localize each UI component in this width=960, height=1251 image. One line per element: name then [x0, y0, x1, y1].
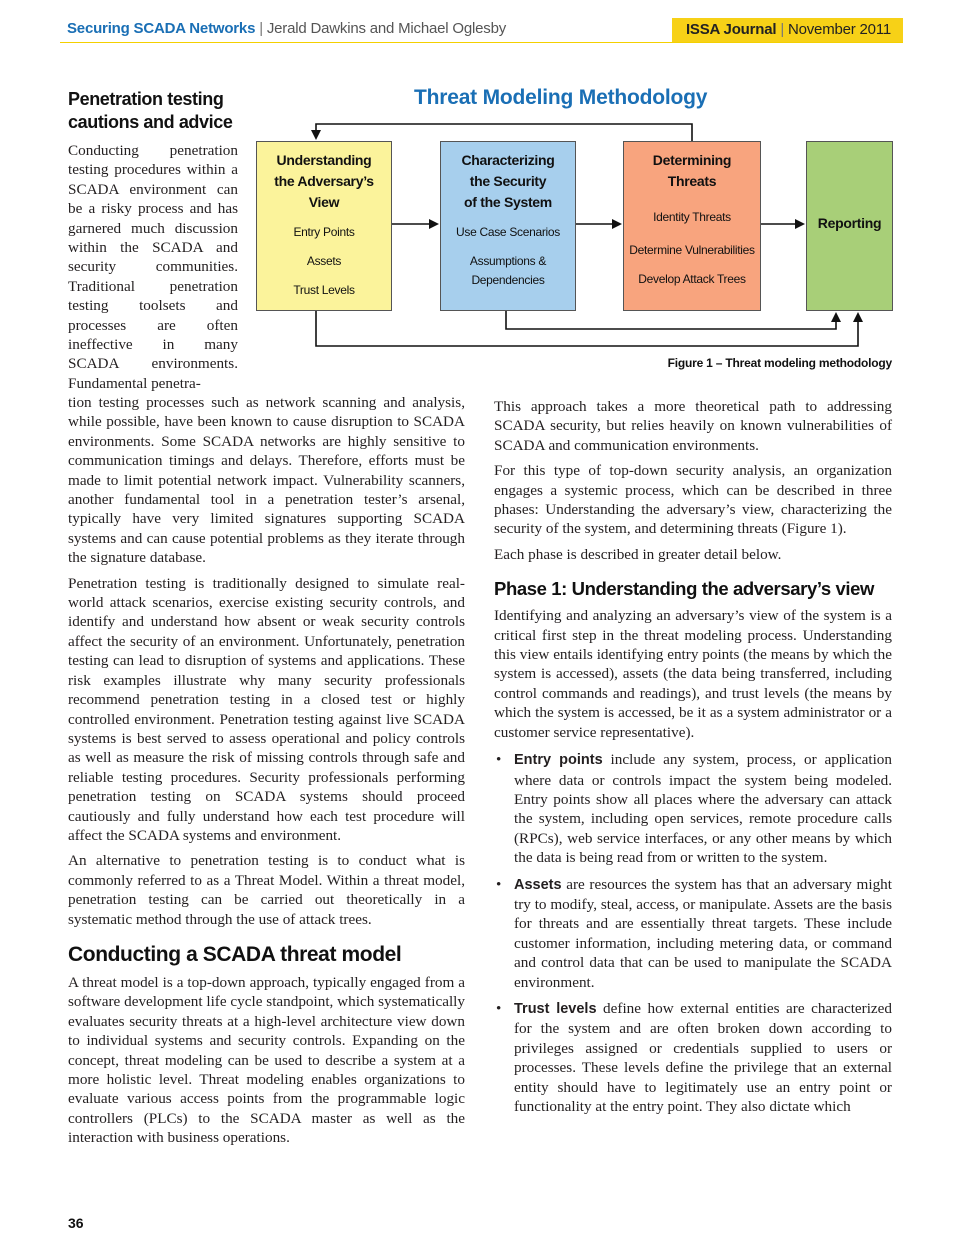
list-item: [494, 999, 892, 1116]
paragraph: This approach takes a more theoretical path to addressing SCADA security, but relies heavily on known vulnerabilities of SCADA and communication environments.: [494, 398, 892, 454]
header-separator: |: [780, 21, 785, 38]
box-item: Determine Vulnerabilities: [629, 243, 755, 257]
bullet-icon: •: [496, 751, 502, 769]
right-column: [494, 397, 892, 1123]
paragraph: Penetration testing is traditionally designed to simulate real-world attack scenarios, exercise existing security controls, and identify and understand how absent or weak security controls affect the security of an environment. Unfortunately, penetration testing can lead to disruption of systems and applications. These risk examples illustrate why many security professionals recommend penetration testing in a closed test or highly controlled environment. Penetration testing against live SCADA systems is best served to assess operational and policy controls as well as measure the risk of missing controls through safe and reliable testing procedures. Security professionals performing penetration testing on SCADA systems should proceed cautiously and fully understand how each test procedure will affect the SCADA systems and environment.: [68, 574, 465, 844]
page-number: 36: [68, 1215, 84, 1231]
box-item: Assumptions &: [469, 254, 547, 268]
box-determining-threats: [623, 141, 761, 311]
paragraph: A threat model is a top-down approach, typically engaged from a software development life cycle standpoint, which systematically evaluates security threats at a high-level architecture view down to individual systems and security controls. Expanding on the concept, threat modeling can be used to describe a system at a more holistic level. Threat modeling enables organizations to evaluate various access points from the programmable logic controllers (PLCs) to the SCADA master as well as the interaction with business operations.: [68, 973, 465, 1147]
box-item: Develop Attack Trees: [638, 272, 746, 286]
box-title-line: the Security: [469, 173, 547, 189]
box-title-line: Reporting: [817, 215, 882, 231]
box-item: Assets: [306, 254, 342, 268]
box-title-line: Characterizing: [461, 152, 555, 168]
list-item: [494, 750, 892, 867]
bullet-term: Trust levels: [514, 1000, 597, 1017]
box-item: Entry Points: [293, 225, 355, 239]
box-item: Trust Levels: [293, 283, 355, 297]
article-authors: Jerald Dawkins and Michael Oglesby: [266, 20, 507, 37]
sidebar-heading: Penetration testing cautions and advice: [68, 89, 233, 132]
paragraph: For this type of top-down security analysis, an organization engages a systemic process, which can be described in three phases: Understanding the adversary’s view, characterizing the security of the system, and determining threats (Figure 1).: [494, 462, 892, 538]
bullet-list: [494, 750, 892, 1116]
arrow-2-to-report: [506, 311, 836, 329]
figure-title: Threat Modeling Methodology: [414, 86, 708, 109]
paragraph: tion testing processes such as network scanning and analysis, while possible, have been known to cause disruption to SCADA environments. Some SCADA networks are highly sensitive to communication timings and delays. Therefore, efforts must be made to limit potential network impact. Vulnerability scanners, another fundamental tool in a penetration tester’s arsenal, typically have very limited signatures supporting SCADA systems and can cause potential problems as they iterate through the signature database.: [68, 394, 465, 567]
bullet-icon: •: [496, 875, 502, 893]
box-title-line: of the System: [464, 194, 552, 210]
bullet-text: are resources the system has that an adversary might try to modify, steal, access, or manipulate. Assets are the basis for threats and are essentially threat targets. These include customer information, including metering data, or command and control data that can be used to manipulate the SCADA environment.: [514, 875, 892, 991]
box-title-line: Threats: [667, 173, 717, 189]
bullet-text: include any system, process, or application where data or controls impact the system being modeled. Entry points show all places where the adversary can attack the system, including open services, remote procedure calls (RPCs), web service interfaces, or any other means by which the data is being read from or written to the system.: [514, 751, 892, 867]
box-item: Use Case Scenarios: [456, 225, 560, 239]
issue-date: November 2011: [787, 21, 891, 38]
feedback-arrow: [316, 124, 692, 141]
section-heading: Phase 1: Understanding the adversary’s view: [494, 578, 875, 600]
list-item: [494, 875, 892, 992]
box-item: Identity Threats: [653, 210, 731, 224]
box-title-line: Determining: [652, 152, 732, 168]
bullet-icon: •: [496, 999, 502, 1017]
box-item: Dependencies: [471, 273, 545, 287]
paragraph: Each phase is described in greater detail below.: [494, 545, 782, 563]
bullet-text: define how external entities are characterized for the system and are often broken down according to privileges assigned or credentials supplied to users or processes. These levels define the privilege that an external entity should have to legitimately use an entry point or functionality at the entry point. They also dictate which: [514, 999, 893, 1115]
left-column: [68, 393, 465, 1148]
header-separator: |: [259, 20, 263, 37]
paragraph: Identifying and analyzing an adversary’s view of the system is a critical first step in the threat modeling process. Understanding this view entails identifying entry points (the means by which the system is accessed), assets (the data being transferred, including control commands and readings), and trust levels (the means by which the system is accessed, be it as a system administrator or a customer service representative).: [494, 607, 892, 741]
box-adversary-view: [256, 141, 392, 311]
box-title-line: Understanding: [276, 152, 372, 168]
article-title: Securing SCADA Networks: [67, 20, 256, 37]
section-heading: Conducting a SCADA threat model: [68, 942, 402, 966]
journal-name: ISSA Journal: [685, 21, 777, 38]
paragraph: An alternative to penetration testing is to conduct what is commonly referred to as a Threat Model. Within a threat model, penetration testing can be carried out theoretically in a systematic method through the use of attack trees.: [68, 852, 465, 928]
figure-caption: Figure 1 – Threat modeling methodology: [667, 356, 892, 370]
bullet-term: Assets: [514, 876, 562, 893]
sidebar-intro: Conducting penetration testing procedures within a SCADA environment can be a risky process and has garnered much discussion within the SCADA and security communities. Traditional penetration testing toolsets and processes are often ineffective in many SCADA environments. Fundamental penetra-: [68, 142, 238, 392]
box-title-line: View: [308, 194, 340, 210]
box-reporting: [806, 141, 893, 311]
box-system-security: [440, 141, 576, 311]
bullet-term: Entry points: [514, 752, 603, 769]
box-title-line: the Adversary’s: [274, 173, 374, 189]
